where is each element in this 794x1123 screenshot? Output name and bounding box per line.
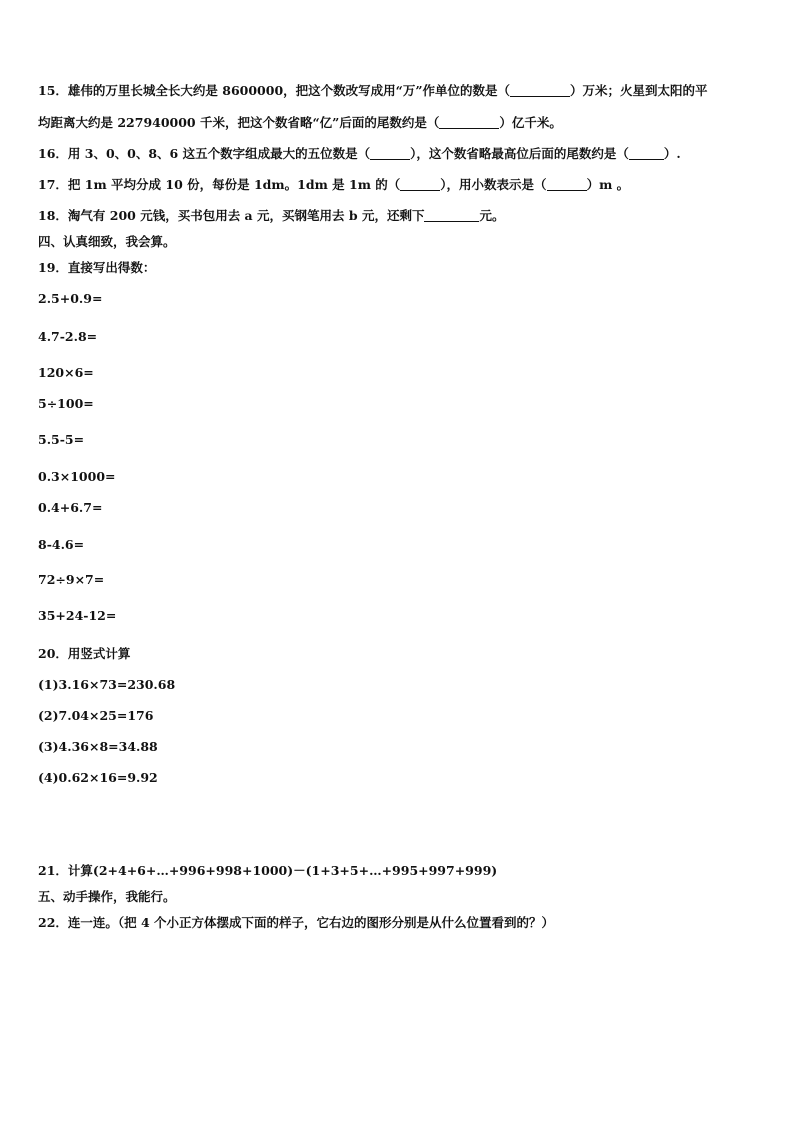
answer-blank[interactable] [370,147,410,160]
question-21-number: 21． [38,863,68,878]
question-15-number: 15． [38,83,68,98]
question-22-text: 连一连。（把 4 个小正方体摆成下面的样子，它右边的图形分别是从什么位置看到的？） [67,915,555,930]
calc-item: 35+24-12= [38,608,117,623]
question-19-number: 19． [38,260,68,275]
answer-blank[interactable] [629,147,664,160]
calc-item: 0.3×1000= [38,469,116,484]
question-17-number: 17． [38,177,68,192]
answer-blank[interactable] [424,209,479,222]
question-15-text-d: ）亿千米。 [499,115,562,130]
question-17 [38,177,629,193]
section-5-heading: 五、动手操作，我能行。 [38,889,176,904]
question-20-title [38,646,130,662]
question-18-number: 18． [38,208,68,223]
calc-item: 72÷9×7= [38,572,105,587]
calc-item: 8-4.6= [38,537,85,552]
answer-blank[interactable] [439,116,499,129]
question-22-number: 22． [38,915,68,930]
vertical-calc-item: (3)4.36×8=34.88 [38,739,158,754]
vertical-calc-item: (4)0.62×16=9.92 [38,770,158,785]
question-16-number: 16． [38,146,68,161]
calc-item: 120×6= [38,365,94,380]
question-17-text-c: ）m 。 [586,177,630,192]
question-20-text: 用竖式计算 [67,646,131,661]
answer-blank[interactable] [400,178,440,191]
question-16-text-a: 用 3、0、0、8、6 这五个数字组成最大的五位数是（ [67,146,371,161]
question-15-text-b: ）万米；火星到太阳的平 [570,83,708,98]
question-16-text-b: ），这个数省略最高位后面的尾数约是（ [410,146,629,161]
question-17-text-a: 把 1m 平均分成 10 份，每份是 1dm。1dm 是 1m 的（ [67,177,401,192]
calc-item: 0.4+6.7= [38,500,103,515]
question-21-text: 计算(2+4+6+…+996+998+1000)－(1+3+5+…+995+997+999) [67,863,498,878]
question-19-text: 直接写出得数： [67,260,156,275]
question-16 [38,146,681,162]
question-18 [38,208,504,224]
question-19-title [38,260,155,276]
question-16-text-c: ）. [663,146,681,161]
answer-blank[interactable] [510,84,570,97]
question-20-number: 20． [38,646,68,661]
question-15-line-2 [38,115,562,131]
calc-item: 4.7-2.8= [38,329,98,344]
answer-blank[interactable] [547,178,587,191]
vertical-calc-item: (2)7.04×25=176 [38,708,154,723]
question-15-line-1 [38,83,708,99]
vertical-calc-item: (1)3.16×73=230.68 [38,677,176,692]
question-15-text-c: 均距离大约是 227940000 千米，把这个数省略“亿”后面的尾数约是（ [38,115,440,130]
question-15-text-a: 雄伟的万里长城全长大约是 8600000，把这个数改写成用“万”作单位的数是（ [67,83,511,98]
question-18-text-a: 淘气有 200 元钱，买书包用去 a 元，买钢笔用去 b 元，还剩下 [67,208,425,223]
question-22 [38,915,554,931]
section-4-heading: 四、认真细致，我会算。 [38,234,176,249]
question-21 [38,863,497,879]
calc-item: 5.5-5= [38,432,85,447]
calc-item: 5÷100= [38,396,94,411]
question-17-text-b: ），用小数表示是（ [440,177,547,192]
calc-item: 2.5+0.9= [38,291,103,306]
question-18-text-b: 元。 [479,208,505,223]
